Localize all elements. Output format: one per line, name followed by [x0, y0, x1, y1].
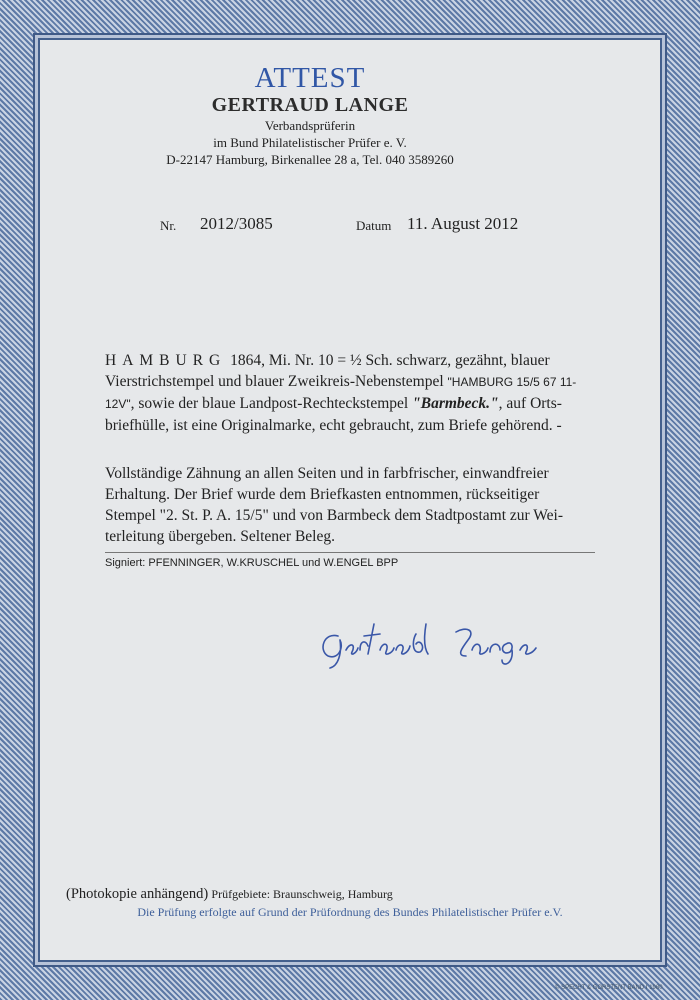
date-label: Datum	[356, 218, 392, 233]
postmark-text-cont: 12V"	[105, 397, 131, 411]
footer-line	[66, 886, 393, 903]
number-label: Nr.	[160, 218, 177, 233]
examiner-address: D-22147 Hamburg, Birkenallee 28 a, Tel. 040 3589260	[166, 152, 454, 167]
condition-line: Stempel "2. St. P. A. 15/5" und von Barmbeck dem Stadtpostamt zur Wei-	[105, 507, 563, 524]
number-value: 2012/3085	[200, 214, 273, 233]
condition-line: terleitung übergeben. Seltener Beleg.	[105, 528, 335, 545]
description-line: briefhülle, ist eine Originalmarke, echt gebraucht, zum Briefe gehörend. -	[105, 417, 562, 434]
condition-line: Erhaltung. Der Brief wurde dem Briefkasten entnommen, rückseitiger	[105, 486, 540, 503]
examination-areas: Prüfgebiete: Braunschweig, Hamburg	[211, 887, 393, 901]
examiner-role: Verbandsprüferin	[264, 118, 356, 133]
condition-line: Vollständige Zähnung an allen Seiten und in farbfrischer, einwandfreier	[105, 465, 549, 482]
description-line: 12V", sowie der blaue Landpost-Rechteckstempel "Barmbeck.", auf Orts-	[105, 395, 562, 412]
description-line: HAMBURG 1864, Mi. Nr. 10 = ½ Sch. schwarz, gezähnt, blauer	[105, 352, 550, 369]
postmark-text: "HAMBURG 15/5 67 11-	[447, 375, 577, 389]
description-line: Vierstrichstempel und blauer Zweikreis-Nebenstempel "HAMBURG 15/5 67 11-	[105, 373, 577, 390]
photocopy-note: (Photokopie anhängend)	[66, 886, 209, 902]
examiner-association: im Bund Philatelistischer Prüfer e. V.	[213, 135, 407, 150]
printer-imprint: © SPECHT & GORSTENT BAND I 1980	[555, 985, 663, 991]
certificate-title: ATTEST	[254, 62, 366, 94]
description-paragraph	[105, 350, 595, 436]
examiner-name: GERTRAUD LANGE	[211, 94, 409, 116]
date-value: 11. August 2012	[407, 214, 519, 233]
signed-by-line: Signiert: PFENNINGER, W.KRUSCHEL und W.ENGEL BPP	[105, 552, 595, 569]
handwritten-signature	[316, 610, 546, 670]
city-name: HAMBURG	[105, 352, 227, 369]
barmbeck-stamp-text: "Barmbeck."	[412, 395, 499, 412]
examination-rules-note: Die Prüfung erfolgte auf Grund der Prüfordnung des Bundes Philatelistischer Prüfer e.V.	[137, 905, 563, 919]
condition-paragraph	[105, 463, 595, 547]
